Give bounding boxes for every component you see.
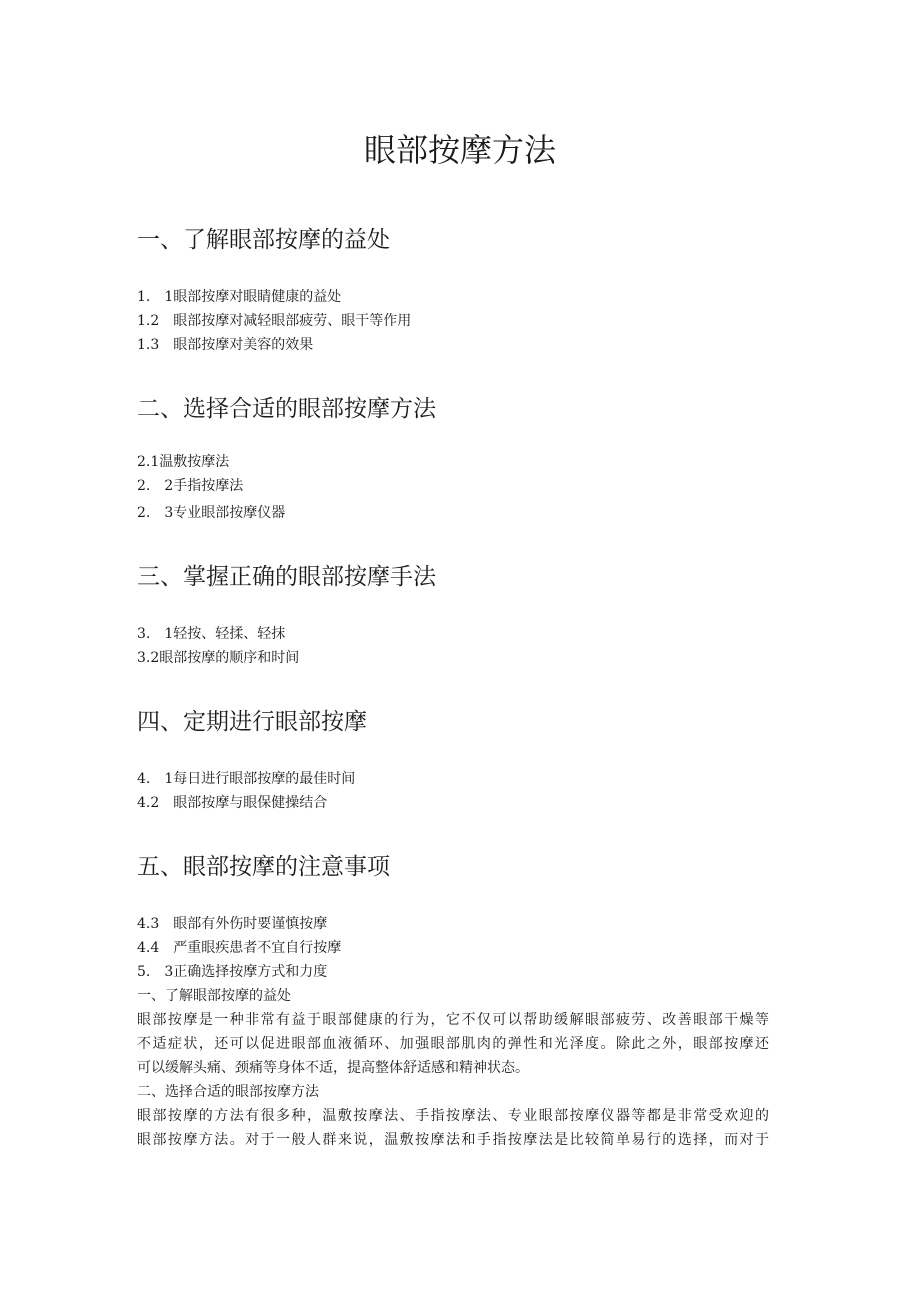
outline-item: 4.2 眼部按摩与眼保健操结合 <box>137 795 328 811</box>
body-paragraph-line: 眼部按摩的方法有很多种，温敷按摩法、手指按摩法、专业眼部按摩仪器等都是非常受欢迎的 <box>137 1108 769 1124</box>
section-heading: 二、选择合适的眼部按摩方法 <box>137 396 436 422</box>
outline-item: 4. 1每日进行眼部按摩的最佳时间 <box>137 771 356 787</box>
outline-item: 1.2 眼部按摩对减轻眼部疲劳、眼干等作用 <box>137 313 412 329</box>
body-paragraph-line: 可以缓解头痛、颈痛等身体不适，提高整体舒适感和精神状态。 <box>137 1060 529 1076</box>
outline-item: 3.2眼部按摩的顺序和时间 <box>137 650 300 666</box>
body-paragraph-line: 眼部按摩方法。对于一般人群来说，温敷按摩法和手指按摩法是比较简单易行的选择，而对于 <box>137 1132 769 1148</box>
section-heading: 五、眼部按摩的注意事项 <box>137 854 390 880</box>
body-subheading: 一、了解眼部按摩的益处 <box>137 988 291 1004</box>
outline-item: 1. 1眼部按摩对眼睛健康的益处 <box>137 289 342 305</box>
body-subheading: 二、选择合适的眼部按摩方法 <box>137 1084 319 1100</box>
outline-item: 5. 3正确选择按摩方式和力度 <box>137 964 328 980</box>
section-heading: 一、了解眼部按摩的益处 <box>137 227 390 253</box>
outline-item: 2. 3专业眼部按摩仪器 <box>137 505 286 521</box>
outline-item: 4.3 眼部有外伤时要谨慎按摩 <box>137 916 328 932</box>
body-paragraph-line: 眼部按摩是一种非常有益于眼部健康的行为，它不仅可以帮助缓解眼部疲劳、改善眼部干燥等 <box>137 1012 769 1028</box>
outline-item: 4.4 严重眼疾患者不宜自行按摩 <box>137 940 342 956</box>
outline-item: 2. 2手指按摩法 <box>137 478 244 494</box>
outline-item: 2.1温敷按摩法 <box>137 454 230 470</box>
section-heading: 三、掌握正确的眼部按摩手法 <box>137 564 436 590</box>
body-paragraph-line: 不适症状，还可以促进眼部血液循环、加强眼部肌肉的弹性和光泽度。除此之外，眼部按摩还 <box>137 1036 769 1052</box>
outline-item: 1.3 眼部按摩对美容的效果 <box>137 337 314 353</box>
document-title: 眼部按摩方法 <box>363 131 556 169</box>
outline-item: 3. 1轻按、轻揉、轻抹 <box>137 626 286 642</box>
section-heading: 四、定期进行眼部按摩 <box>137 709 367 735</box>
